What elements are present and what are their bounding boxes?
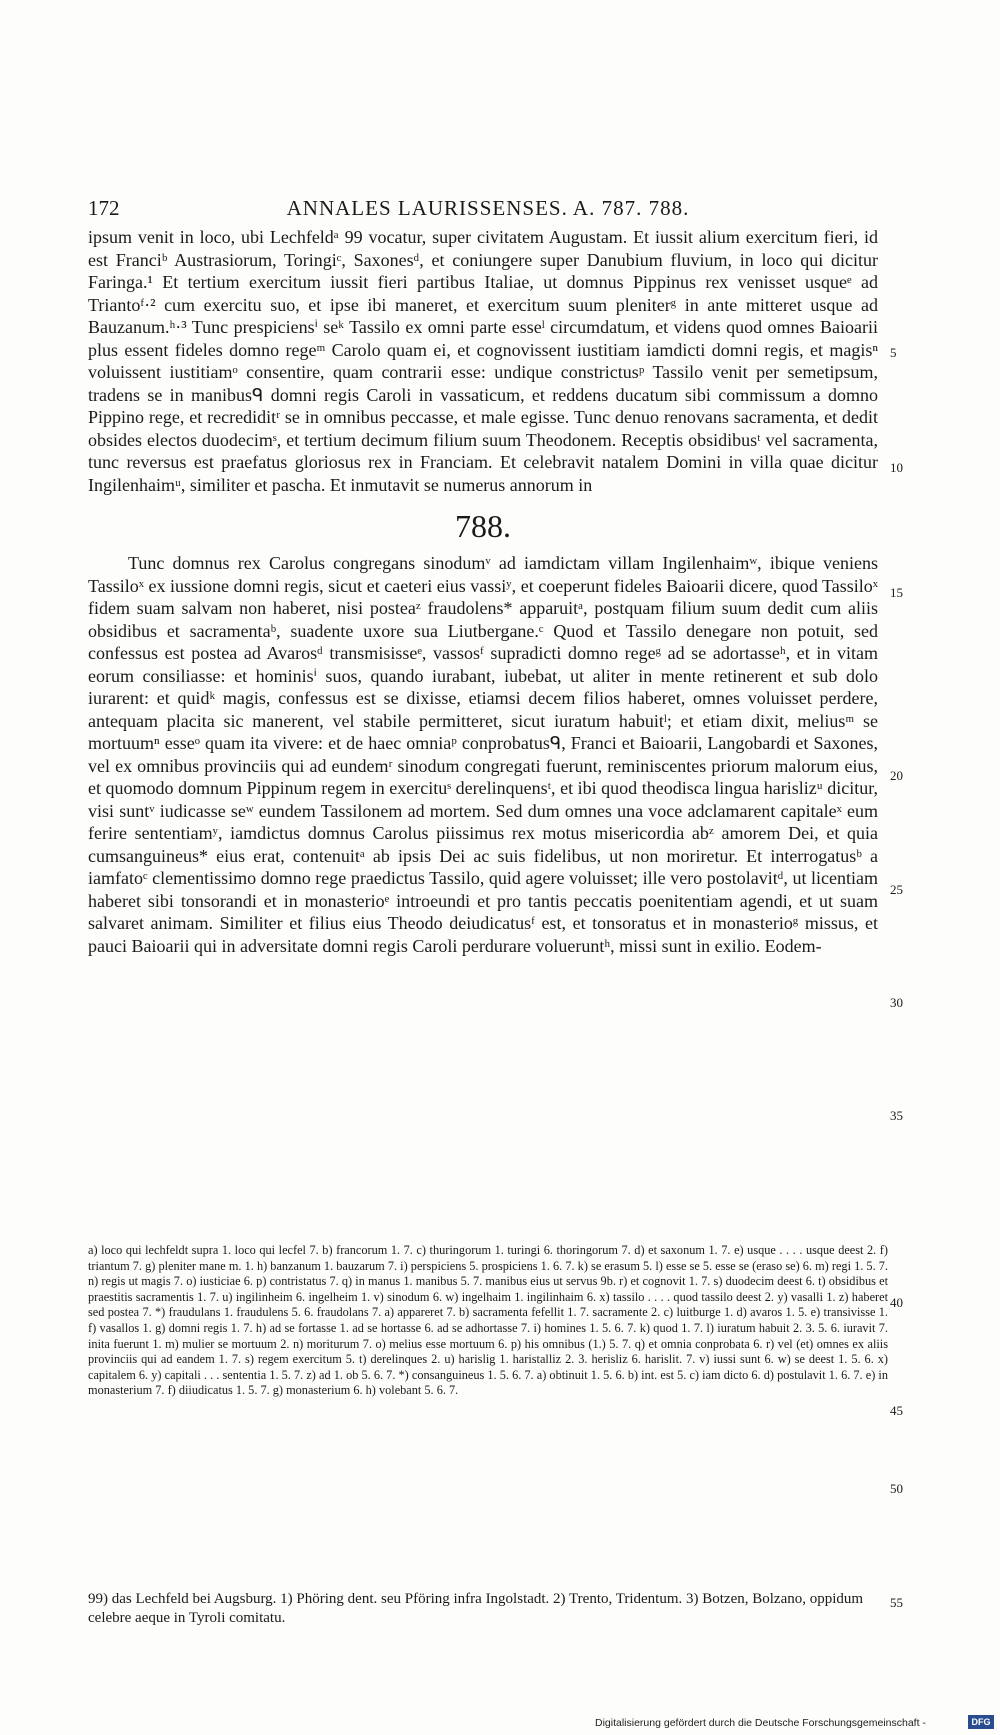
paragraph-788: Tunc domnus rex Carolus congregans sinodumᵛ ad iamdictam villam Ingilenhaimʷ, ibique veniens Tassiloˣ ex iussione domni regis, sicut et caeteri eius vassiʸ, et coeperunt fideles Baioarii dicere, quod Tassiloˣ fidem suam salvam non haberet, nisi posteaᶻ fraudolens* apparuitᵃ, postquam filium suum dedit cum aliis obsidibus et sacramentaᵇ, suadente uxore sua Liutbergane.ᶜ Quod et Tassilo denegare non potuit, sed confessus est postea ad Avarosᵈ transmisisseᵉ, vassosᶠ supradicti domno regeᵍ ad se adortasseʰ, et in vitam eorum consiliasse: et hominisⁱ suos, quando iurabant, iubebat, ut aliter in mente retinerent et sub dolo iurarent: et quidᵏ magis, confessus est se dixisse, etiamsi decem filios haberet, omnes voluisset perdere, antequam placita sic manerent, vel stabile permitteret, sicut iuratum habuitˡ; et etiam dixit, meliusᵐ se mortuumⁿ esseᵒ quam ita vivere: et de haec omniaᵖ conprobatusᑫ, Franci et Baioarii, Langobardi et Saxones, vel ex omnibus provinciis qui ad eundemʳ sinodum congregati fuerunt, reminiscentes priorum malorum eius, et quomodo domnum Pippinum regem in exercituˢ derelinquensᵗ, et ibi quod theodisca lingua harislizᵘ dicitur, visi suntᵛ iudicasse seʷ eundem Tassilonem ad mortem. Sed dum omnes una voce adclamarent capitaleˣ eum ferire sententiamʸ, iamdictus domnus Carolus piissimus rex motus misericordia abᶻ amorem Dei, et quia cumsanguineus* eius erat, contenuitᵃ ab ipsis Dei ac suis fidelibus, ut non moriretur. Et interrogatusᵇ a iamfatoᶜ clementissimo domno rege praedictus Tassilo, quid agere voluisset; ille vero postolavitᵈ, ut licentiam haberet sibi tonsorandi et in monasterioᵉ introeundi et pro tantis peccatis poenitentiam agendi, et ut suam salvaret animam. Similiter et filius eius Theodo deiudicatusᶠ est, et tonsoratus et in monasterioᵍ missus, et pauci Baioarii qui in adversitate domni regis Caroli perdurare volueruntʰ, missi sunt in exilio. Eodem- [88, 553, 878, 956]
line-number: 25 [890, 882, 903, 897]
line-number: 55 [890, 1595, 903, 1610]
commentary-text: 99) das Lechfeld bei Augsburg. 1) Phöring dent. seu Pföring infra Ingolstadt. 2) Trento, Tridentum. 3) Botzen, Bolzano, oppidum celebre aeque in Tyroli comitatu. [88, 1591, 864, 1626]
digitization-credit: Digitalisierung gefördert durch die Deutsche Forschungsgemeinschaft - [595, 1717, 926, 1729]
line-number: 30 [890, 995, 903, 1010]
line-number: 15 [890, 585, 903, 600]
dfg-logo-icon: DFG [968, 1715, 994, 1729]
line-number: 20 [890, 768, 903, 783]
line-number: 5 [890, 345, 897, 360]
line-number: 45 [890, 1403, 903, 1418]
line-number: 10 [890, 460, 903, 475]
paragraph-787: ipsum venit in loco, ubi Lechfeldᵃ 99 vocatur, super civitatem Augustam. Et iussit alium exercitum fieri, id est Franciᵇ Austrasiorum, Toringiᶜ, Saxonesᵈ, et coniungere super Danubium fluvium, in loco qui dicitur Faringa.¹ Et tertium exercitum iussit fieri partibus Italiae, ut domnus Pippinus rex venisset usqueᵉ ad Triantoᶠ·² cum exercitu suo, et ipse ibi maneret, et exercitum suum pleniterᵍ in ante mitteret usque ad Bauzanum.ʰ·³ Tunc prespiciensⁱ seᵏ Tassilo ex omni parte esseˡ circumdatum, et videns quod omnes Baioarii plus essent fideles domno regeᵐ Carolo quam ei, et cognovissent iustitiam iamdicti domni regis, et magisⁿ voluissent iustitiamᵒ consentire, quam contrarii esse: undique constrictusᵖ Tassilo venit per semetipsum, tradens se in manibusᑫ domni regis Caroli in vassaticum, et reddens ducatum sibi commissum a domno Pippino rege, et recrediditʳ se in omnibus peccasse, et male egisse. Tunc denuo renovans sacramenta, et dedit obsides electos duodecimˢ, et tertium decimum filium suum Theodonem. Receptis obsidibusᵗ vel sacramenta, tunc reversus est praefatus gloriosus rex in Franciam. Et celebravit natalem Domini in villa quae dicitur Ingilenhaimᵘ, similiter et pascha. Et inmutavit se numerus annorum in [88, 227, 878, 495]
year-heading: 788. [455, 508, 511, 544]
variant-apparatus [88, 1243, 888, 1399]
commentary-notes [88, 1590, 888, 1628]
main-text [88, 226, 878, 957]
page-header [88, 196, 888, 226]
line-number: 35 [890, 1108, 903, 1123]
line-number: 40 [890, 1295, 903, 1310]
line-number: 50 [890, 1481, 903, 1496]
running-title: ANNALES LAURISSENSES. A. 787. 788. [286, 196, 690, 220]
variant-notes: a) loco qui lechfeldt supra 1. loco qui lecfel 7. b) francorum 1. 7. c) thuringorum 1. turingi 6. thoringorum 7. d) et saxonum 1. 7. e) usque . . . . usque deest 2. f) triantum 7. g) pleniter mane m. 1. h) banzanum 1. bauzarum 7. i) perspiciens 5. prospiciens 1. 6. 7. k) se erasum 5. l) esse se 5. esse se (eraso se) 6. m) regi 1. 5. 7. n) regis ut magis 7. o) iusticiae 6. p) contristatus 7. q) in manus 1. manibus 5. 7. manibus eius ut servus 9b. r) et cognovit 1. 7. s) duodecim deest 6. t) obsidibus et praestitis sacramentis 1. 7. u) ingilinheim 6. ingelheim 1. v) sinodum 6. w) ingelhaim 1. ingilinhaim 6. x) tassilo . . . . quod tassilo deest 2. y) vasalli 1. z) haberet sed postea 7. *) fraudulans 1. fraudulens 5. 6. fraudolans 7. a) appareret 7. b) sacramenta fefellit 1. 7. sacramente 2. c) luitburge 1. d) avaros 1. 5. e) transivisse 1. f) vasallos 1. g) domni regis 1. 7. h) ad se fortasse 1. ad se hortasse 6. ad se adhortasse 7. i) homines 1. 5. 6. 7. k) quod 1. 7. l) iuratum habuit 2. 3. 5. 6. iuravit 7. inita fuerunt 1. m) mulier se mortuum 2. n) moriturum 7. o) melius esse mortuum 6. p) his omnibus (1.) 5. 7. q) et omnia conprobata 6. r) vel (et) omnes ex aliis provinciis qui ad eandem 1. 7. s) regem exercitum 5. t) derelinques 2. u) harislig 1. haristalliz 2. 3. herisliz 6. harislit. 7. v) iussi sunt 6. w) se deest 1. 5. 6. x) capitalem 6. y) capitali . . . sententia 1. 5. 7. z) ad 1. ob 5. 6. 7. *) consanguineus 1. 5. 6. 7. a) obtinuit 1. 5. 6. b) int. est 5. c) iam dicto 6. d) postulavit 1. 6. 7. e) in monasterium 7. f) diiudicatus 1. 5. 7. g) monasterium 6. h) volebant 5. 6. 7. [88, 1243, 888, 1398]
page-number: 172 [88, 196, 120, 220]
